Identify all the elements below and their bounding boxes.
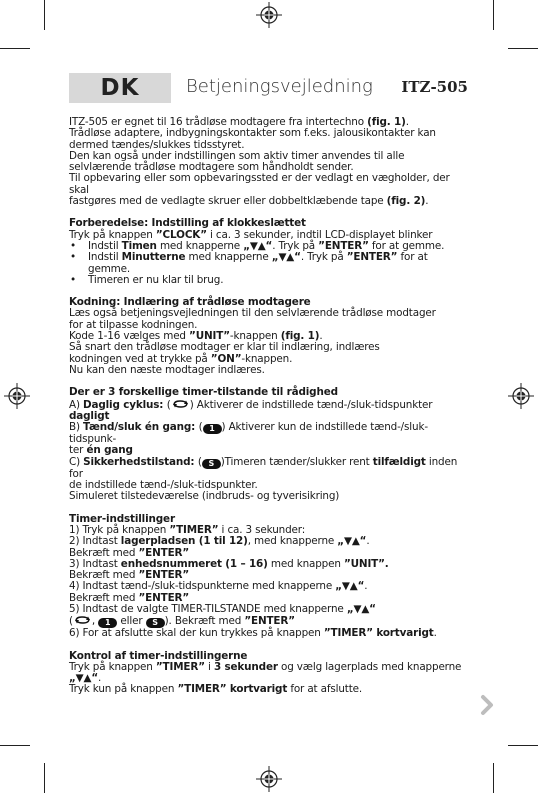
text-line: for at tilpasse kodningen.: [69, 318, 198, 331]
list-item: • Indstil Minutterne med knapperne „▼▲“. Tryk på ”ENTER” for at gemme.: [69, 252, 469, 275]
text-line: selvlærende trådløse modtagere som håndholdt sender.: [69, 161, 354, 174]
text-line: Nu kan den næste modtager indlæres.: [69, 363, 265, 376]
text-line: dagligt: [69, 409, 110, 422]
text-line: „▼▲“.: [69, 672, 102, 685]
timer-settings-section: [69, 514, 469, 640]
security-mode-icon: S: [202, 459, 221, 469]
text-line: ITZ-505 er egnet til 16 trådløse modtagere fra intertechno (fig. 1).: [69, 116, 409, 128]
text-line: 5) Indtast de valgte TIMER-TILSTANDE med knapperne „▼▲“: [69, 602, 376, 615]
text-line: ter én gang: [69, 444, 133, 457]
page-title: Betjeningsvejledning: [186, 76, 373, 97]
section-heading: Timer-indstillinger: [69, 512, 175, 525]
crop-mark: [493, 0, 494, 30]
text-line: Tryk kun på knappen ”TIMER” kortvarigt for at afslutte.: [69, 683, 363, 696]
manual-body: [69, 117, 469, 696]
registration-mark-icon: [4, 383, 30, 409]
daily-cycle-icon: [171, 399, 190, 409]
daily-cycle-icon: [73, 615, 92, 625]
text-line: Den kan også under indstillingen som aktiv timer anvendes til alle: [69, 149, 405, 162]
control-section: [69, 651, 469, 696]
registration-mark-icon: [256, 766, 282, 792]
text-line: dermed tændes/slukkes tidsstyret.: [69, 138, 245, 151]
next-page-arrow-icon[interactable]: [480, 694, 494, 716]
list-item: • Indstil Timen med knapperne „▼▲“. Tryk på ”ENTER” for at gemme.: [69, 241, 469, 252]
security-mode-icon: S: [146, 618, 165, 628]
text-line: 6) For at afslutte skal der kun trykkes på knappen ”TIMER” kortvarigt.: [69, 627, 437, 640]
crop-mark: [0, 745, 30, 746]
text-line: fastgøres med de vedlagte skruer eller dobbeltklæbende tape (fig. 2).: [69, 195, 429, 208]
text-line: Så snart den trådløse modtager er klar til indlæring, indlæres: [69, 341, 380, 354]
list-item: • Timeren er nu klar til brug.: [69, 275, 469, 286]
text-line: Læs også betjeningsvejledningen til den selvlærende trådløse modtager: [69, 307, 436, 320]
intro-section: [69, 117, 469, 207]
crop-mark: [508, 745, 538, 746]
text-line: 3) Indtast enhedsnummeret (1 – 16) med knappen ”UNIT”.: [69, 557, 389, 570]
section-heading: Kodning: Indlæring af trådløse modtagere: [69, 296, 311, 309]
text-line: Trådløse adaptere, indbygningskontakter som f.eks. jalousikontakter kan: [69, 127, 436, 140]
model-number: ITZ-505: [401, 78, 468, 96]
text-line: kodningen ved at trykke på ”ON”-knappen.: [69, 352, 293, 365]
text-line: 4) Indtast tænd-/sluk-tidspunkterne med knapperne „▼▲“.: [69, 580, 368, 593]
text-line: de indstillede tænd-/sluk-tidspunkter.: [69, 479, 258, 492]
crop-mark: [493, 763, 494, 793]
registration-mark-icon: [256, 2, 282, 28]
text-line: Bekræft med ”ENTER”: [69, 591, 190, 604]
text-line: Bekræft med ”ENTER”: [69, 569, 190, 582]
text-line: Tryk på knappen ”TIMER” i 3 sekunder og vælg lagerplads med knapperne: [69, 660, 462, 673]
prep-section: [69, 218, 469, 286]
text-line: Tryk på knappen ”CLOCK” i ca. 3 sekunder, indtil LCD-displayet blinker: [69, 228, 433, 241]
text-line: A) Daglig cyklus: ( ) Aktiverer de indstillede tænd-/sluk-tidspunkter: [69, 398, 433, 411]
text-line: ( , 1 eller S ). Bekræft med ”ENTER”: [69, 615, 295, 628]
language-label: DK: [69, 73, 171, 103]
text-line: Kode 1-16 vælges med ”UNIT”-knappen (fig. 1).: [69, 330, 323, 343]
timer-modes-section: [69, 387, 469, 502]
crop-mark: [44, 763, 45, 793]
crop-mark: [508, 48, 538, 49]
text-line: Simuleret tilstedeværelse (indbruds- og tyverisikring): [69, 490, 340, 503]
crop-mark: [44, 0, 45, 30]
text-line: Til opbevaring eller som opbevaringssted er der vedlagt en vægholder, der skal: [69, 172, 450, 196]
section-heading: Der er 3 forskellige timer-tilstande til rådighed: [69, 386, 338, 399]
page-header: [69, 73, 468, 103]
text-line: 2) Indtast lagerpladsen (1 til 12), med knapperne „▼▲“.: [69, 535, 370, 548]
crop-mark: [0, 48, 30, 49]
text-line: C) Sikkerhedstilstand: ( S )Timeren tænder/slukker rent tilfældigt inden for: [69, 455, 458, 480]
text-line: B) Tænd/sluk én gang: ( 1 ) Aktiverer kun de indstillede tænd-/sluk-tidspunk-: [69, 421, 428, 446]
once-mode-icon: 1: [203, 424, 222, 434]
section-heading: Kontrol af timer-indstillingerne: [69, 649, 248, 662]
text-line: Bekræft med ”ENTER”: [69, 546, 190, 559]
section-heading: Forberedelse: Indstilling af klokkeslættet: [69, 217, 306, 230]
text-line: 1) Tryk på knappen ”TIMER” i ca. 3 sekunder:: [69, 523, 306, 536]
registration-mark-icon: [508, 383, 534, 409]
once-mode-icon: 1: [98, 618, 117, 628]
coding-section: [69, 297, 469, 376]
